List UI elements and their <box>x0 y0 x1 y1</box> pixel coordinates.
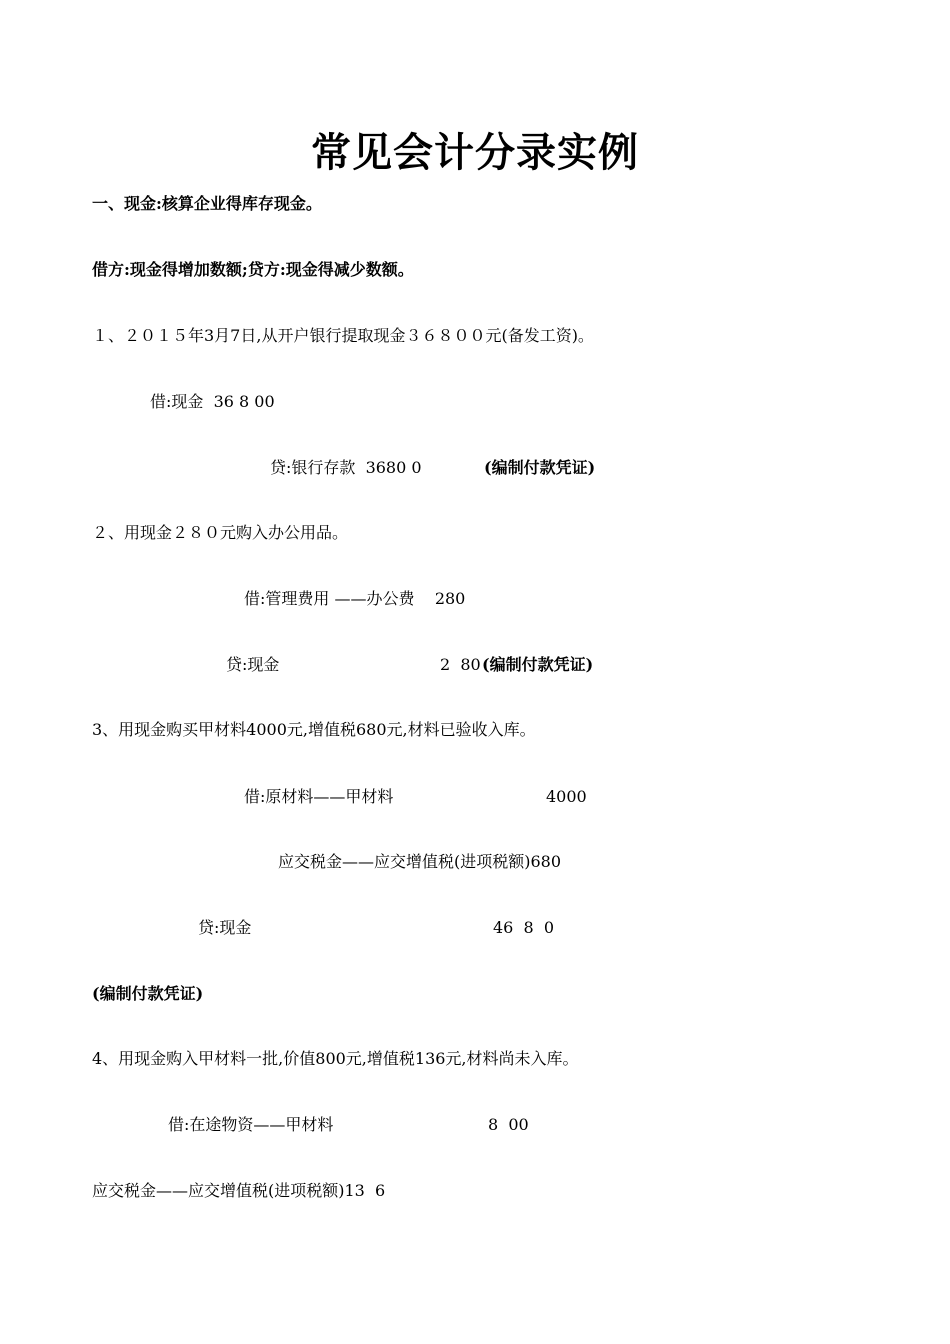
entry-2-voucher-note: (编制付款凭证) <box>482 655 594 674</box>
entry-4-debit-label: 借:在途物资——甲材料 <box>168 1115 334 1134</box>
entry-1-debit: 借:现金 36 8 00 <box>150 392 275 411</box>
entry-1-credit: 贷:银行存款 3680 0 <box>270 458 422 477</box>
entry-3-voucher-note: (编制付款凭证) <box>92 984 204 1003</box>
entry-3-debit-label: 借:原材料——甲材料 <box>244 787 394 806</box>
entry-2-description: ２、用现金２８０元购入办公用品。 <box>92 523 349 542</box>
entry-4-tax-debit: 应交税金——应交增值税(进项税额)13 6 <box>92 1181 386 1200</box>
entry-3-credit-amount: 46 8 0 <box>493 918 555 937</box>
page-title: 常见会计分录实例 <box>311 129 639 176</box>
entry-1-voucher-note: (编制付款凭证) <box>484 458 596 477</box>
cash-account-rule: 借方:现金得增加数额;贷方:现金得减少数额。 <box>92 260 414 279</box>
entry-3-tax-debit: 应交税金——应交增值税(进项税额)680 <box>278 852 562 871</box>
entry-3-debit-amount: 4000 <box>546 787 587 806</box>
entry-2-credit-label: 贷:现金 <box>226 655 280 674</box>
section-heading-cash: 一、现金:核算企业得库存现金。 <box>92 194 322 213</box>
entry-1-description: １、２０１５年3月7日,从开户银行提取现金３６８００元(备发工资)。 <box>92 326 594 345</box>
entry-4-debit-amount: 8 00 <box>488 1115 529 1134</box>
entry-2-credit-amount: 2 80 <box>440 655 481 674</box>
entry-2-debit: 借:管理费用 ——办公费 280 <box>244 589 466 608</box>
entry-3-description: 3、用现金购买甲材料4000元,增值税680元,材料已验收入库。 <box>92 720 536 739</box>
entry-4-description: 4、用现金购入甲材料一批,价值800元,增值税136元,材料尚未入库。 <box>92 1049 579 1068</box>
entry-3-credit-label: 贷:现金 <box>198 918 252 937</box>
